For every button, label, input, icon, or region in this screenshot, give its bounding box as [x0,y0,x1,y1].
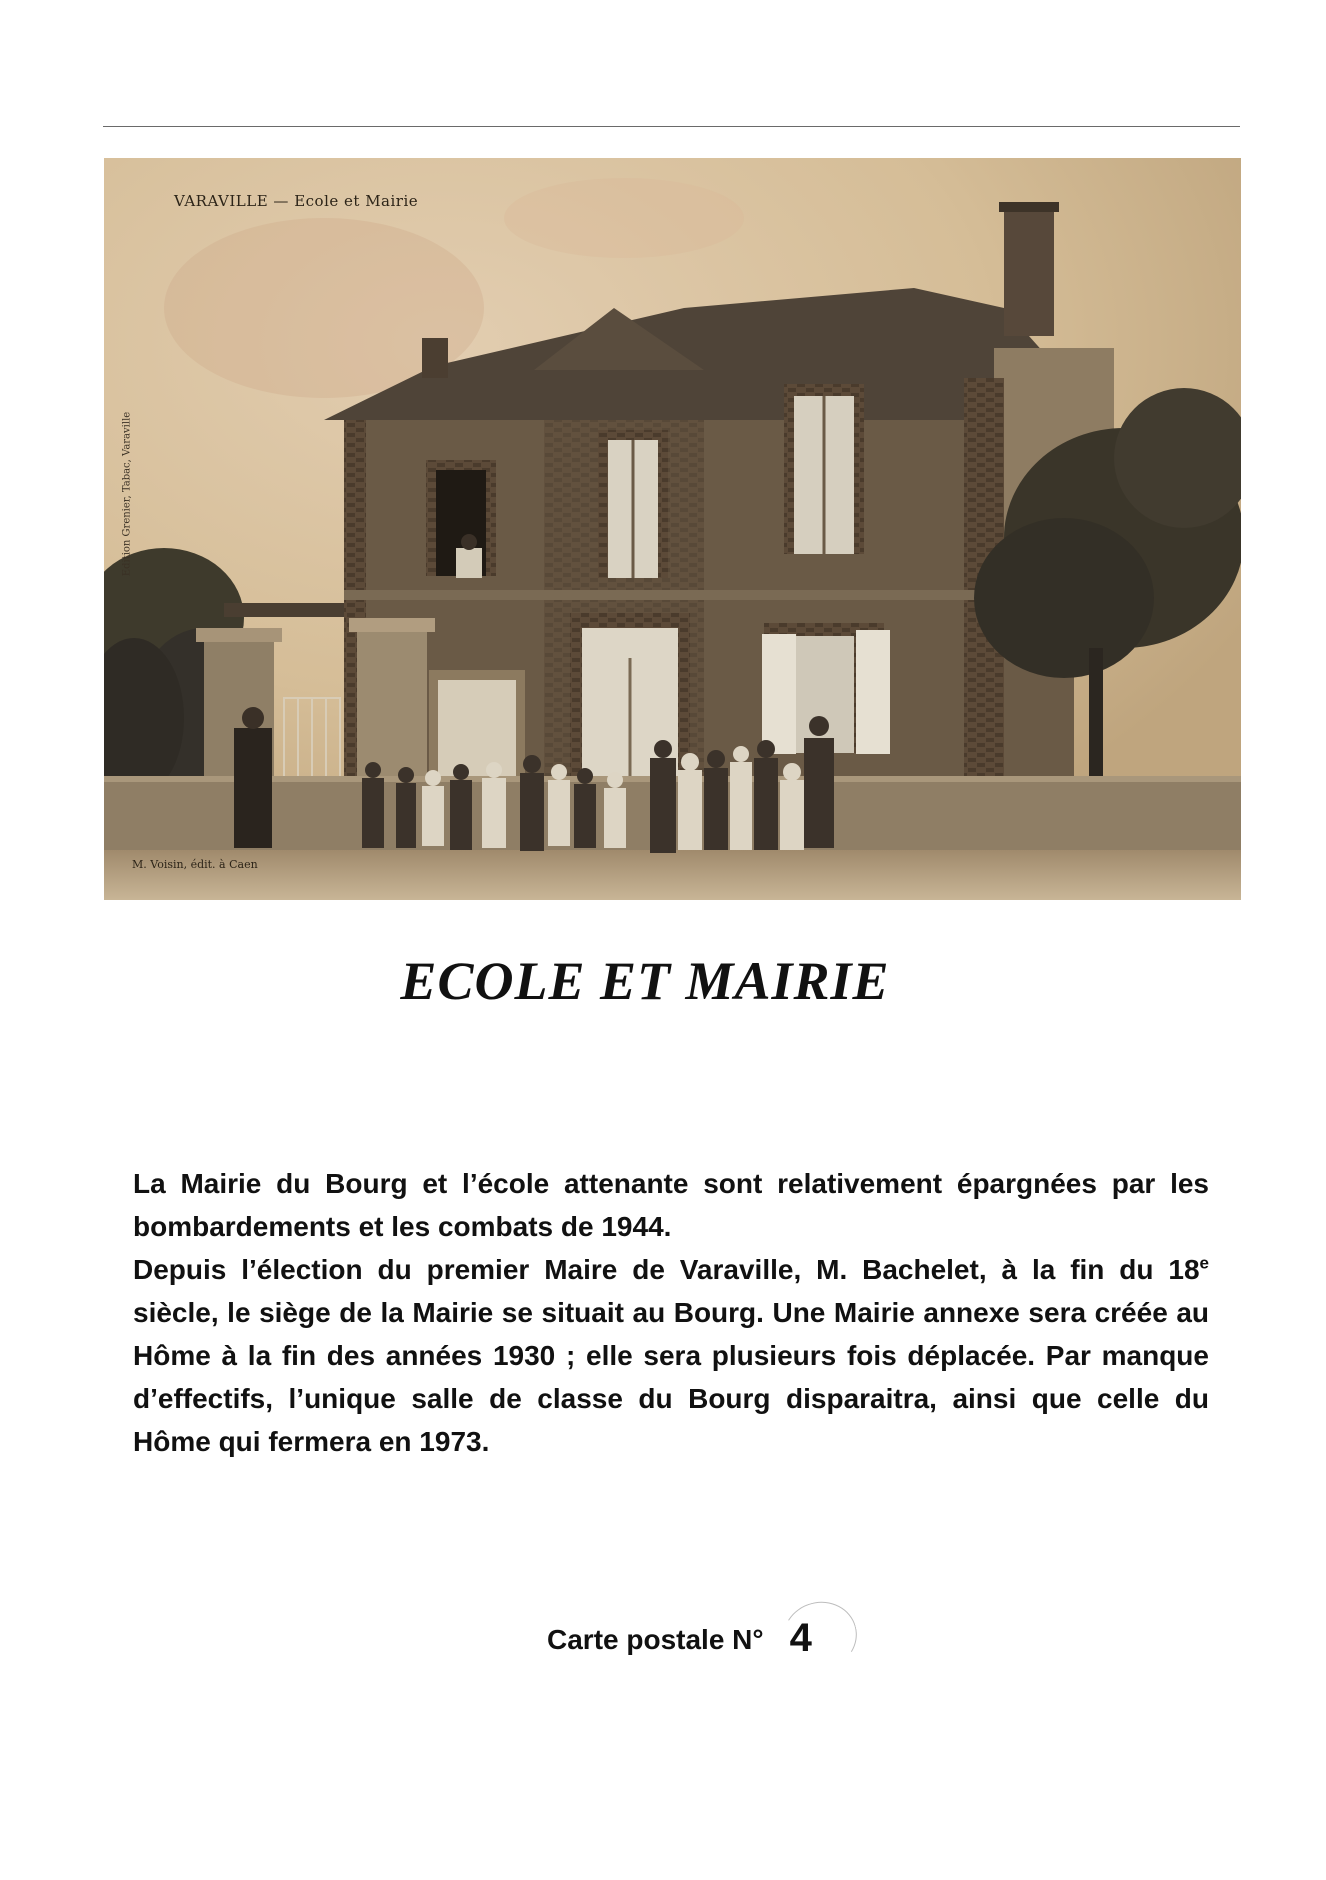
postcard-side-text: Edition Grenier, Tabac, Varaville [121,411,133,577]
postcard-caption: VARAVILLE — Ecole et Mairie [174,192,419,210]
paragraph-1: La Mairie du Bourg et l’école attenante sont relativement épargnées par les bombardements et les combats de 1944. [133,1168,1209,1242]
postcard-illustration [104,158,1241,900]
postcard-number-footer [547,1614,812,1659]
page-title: ECOLE ET MAIRIE [400,951,890,1011]
postcard-publisher: M. Voisin, édit. à Caen [132,858,258,871]
paragraph-2 [133,1248,1209,1463]
pencil-arc-mark [775,1594,864,1679]
top-rule [103,126,1240,127]
footer-number: 4 [789,1616,812,1660]
paragraph-2-start: Depuis l’élection du premier Maire de Varaville, M. Bachelet, à la fin du 18 [133,1254,1200,1285]
body-text [133,1162,1209,1463]
footer-label: Carte postale N° [547,1624,764,1655]
paragraph-2-end: siècle, le siège de la Mairie se situait au Bourg. Une Mairie annexe sera créée au Hôme à la fin des années 1930 ; elle sera plusieurs fois déplacée. Par manque d’effectifs, l’unique salle de classe du Bourg disparaitra, ainsi que celle du Hôme qui fermera en 1973. [133,1297,1209,1457]
postcard-photo [104,158,1241,900]
century-superscript: e [1199,1253,1209,1273]
